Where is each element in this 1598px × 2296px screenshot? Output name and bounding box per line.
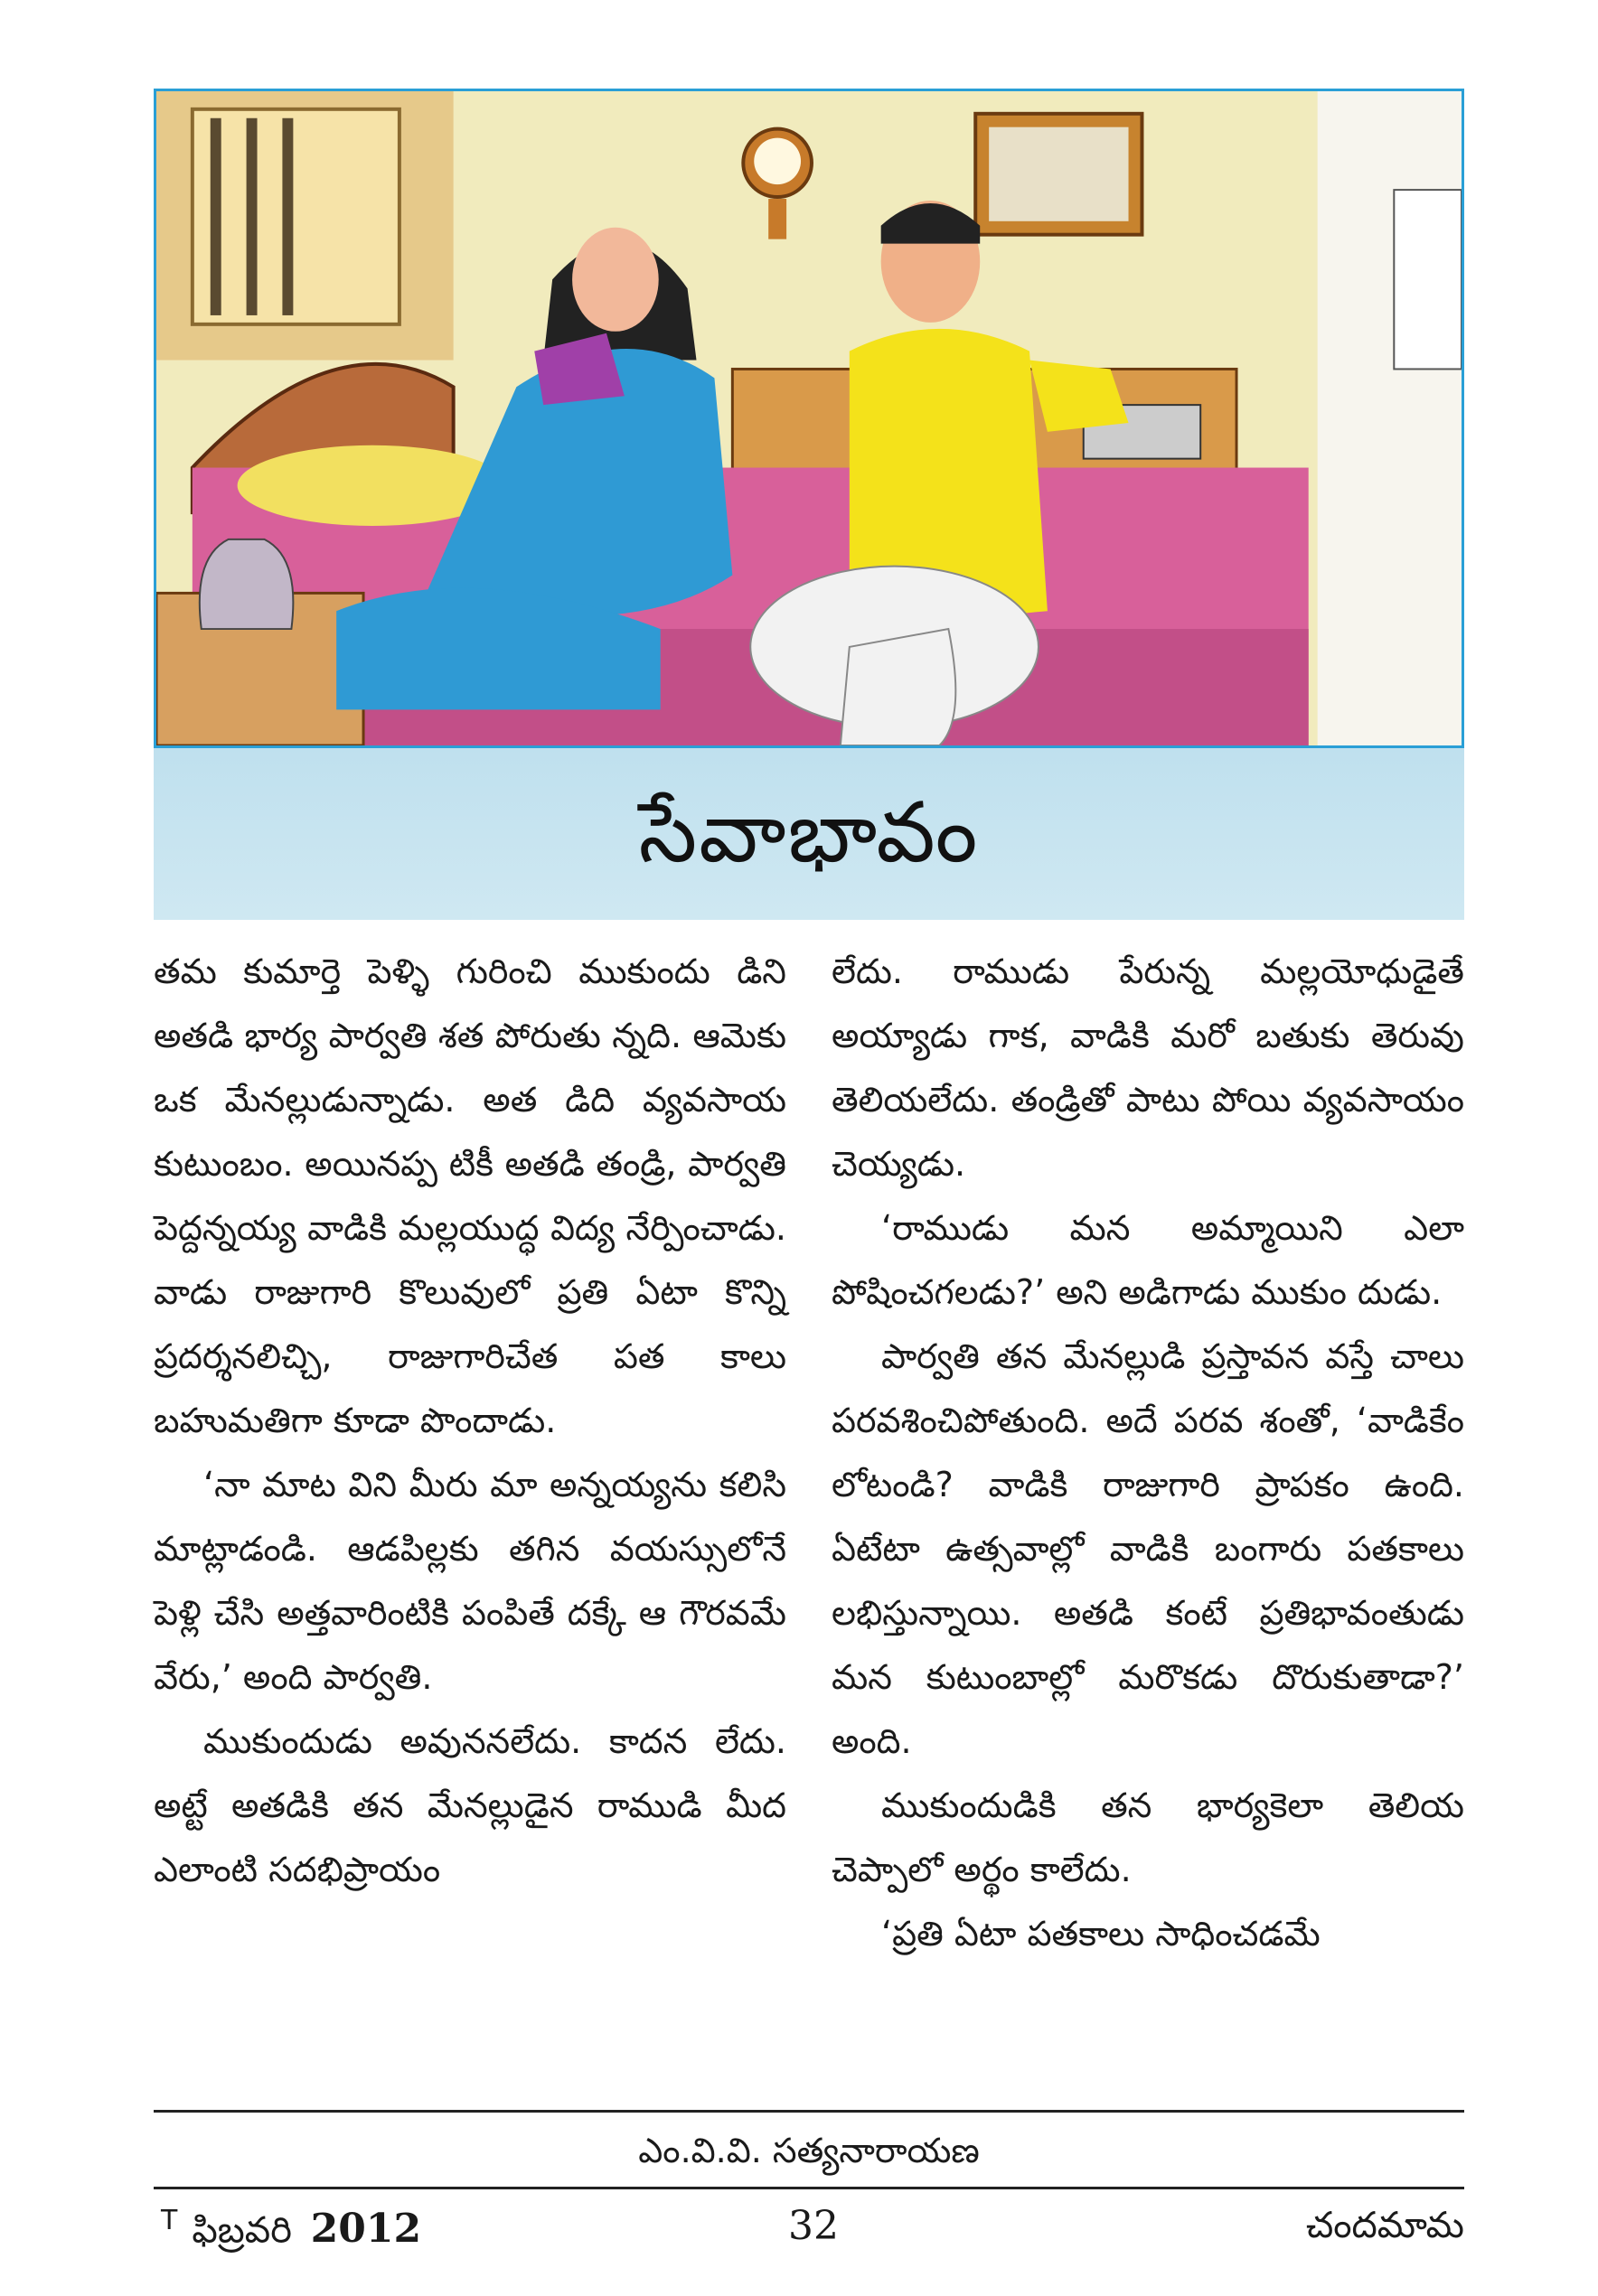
magazine-name: చందమామ	[1305, 2205, 1464, 2246]
paragraph: ‘ప్రతి ఏటా పతకాలు సాధించడమే	[881, 1914, 1321, 1954]
paragraph: ‘నా మాట విని మీరు మా అన్నయ్యను కలిసి మాట్లాడండి. ఆడపిల్లకు తగిన వయస్సులోనే పెళ్లి చేసి అత్తవారింటికి పంపితే దక్కే ఆ గౌరవమే వేరు,’ అంది పార్వతి.	[154, 1465, 786, 1697]
footer-year: 2012	[310, 2206, 422, 2253]
footer-issue	[161, 2205, 421, 2260]
footer-mark: T	[161, 2205, 178, 2236]
divider-top	[154, 2110, 1464, 2113]
paragraph: పార్వతి తన మేనల్లుడి ప్రస్తావన వస్తే చాలు పరవశించిపోతుంది. అదే పరవ శంతో, ‘వాడికేం లోటండి? వాడికి రాజుగారి ప్రాపకం ఉంది. ఏటేటా ఉత్సవాల్లో వాడికి బంగారు పతకాలు లభిస్తున్నాయి. అతడి కంటే ప్రతిభావంతుడు మన కుటుంబాల్లో మరొకడు దొరుకుతాడా?’ అంది.	[832, 1336, 1464, 1761]
footer-month: ఫిబ్రవరి	[192, 2209, 292, 2252]
author-name: ఎం.వి.వి. సత్యనారాయణ	[638, 2131, 980, 2170]
left-text-column	[154, 940, 786, 1902]
paragraph: తమ కుమార్తె పెళ్ళి గురించి ముకుందు డిని అతడి భార్య పార్వతి శత పోరుతు న్నది. ఆమెకు ఒక మేనల్లుడున్నాడు. అత డిది వ్యవసాయ కుటుంబం. అయినప్ప టికీ అతడి తండ్రి, పార్వతి పెద్దన్నయ్య వాడికి మల్లయుద్ధ విద్య నేర్పించాడు. వాడు రాజుగారి కొలువులో ప్రతి ఏటా కొన్ని ప్రదర్శనలిచ్చి, రాజుగారిచేత పత కాలు బహుమతిగా కూడా పొందాడు.	[154, 951, 786, 1440]
story-title: సేవాభావం	[638, 784, 980, 881]
bedroom-scene-illustration	[156, 91, 1462, 745]
story-illustration	[154, 89, 1464, 748]
paragraph: లేదు. రాముడు పేరున్న మల్లయోధుడైతే అయ్యాడు గాక, వాడికి మరో బతుకు తెరువు తెలియలేదు. తండ్రితో పాటు పోయి వ్యవసాయం చెయ్యడు.	[832, 951, 1464, 1184]
paragraph: ముకుందుడికి తన భార్యకెలా తెలియ చెప్పాలో అర్థం కాలేదు.	[832, 1785, 1464, 1889]
title-band	[154, 748, 1464, 920]
divider-bottom	[154, 2187, 1464, 2189]
paragraph: ‘రాముడు మన అమ్మాయిని ఎలా పోషించగలడు?’ అని అడిగాడు ముకుం దుడు.	[832, 1208, 1464, 1312]
right-text-column	[832, 940, 1464, 1966]
page-number: 32	[788, 2203, 839, 2249]
paragraph: ముకుందుడు అవుననలేదు. కాదన లేదు. అట్టే అతడికి తన మేనల్లుడైన రాముడి మీద ఎలాంటి సదభిప్రాయం	[154, 1721, 786, 1889]
